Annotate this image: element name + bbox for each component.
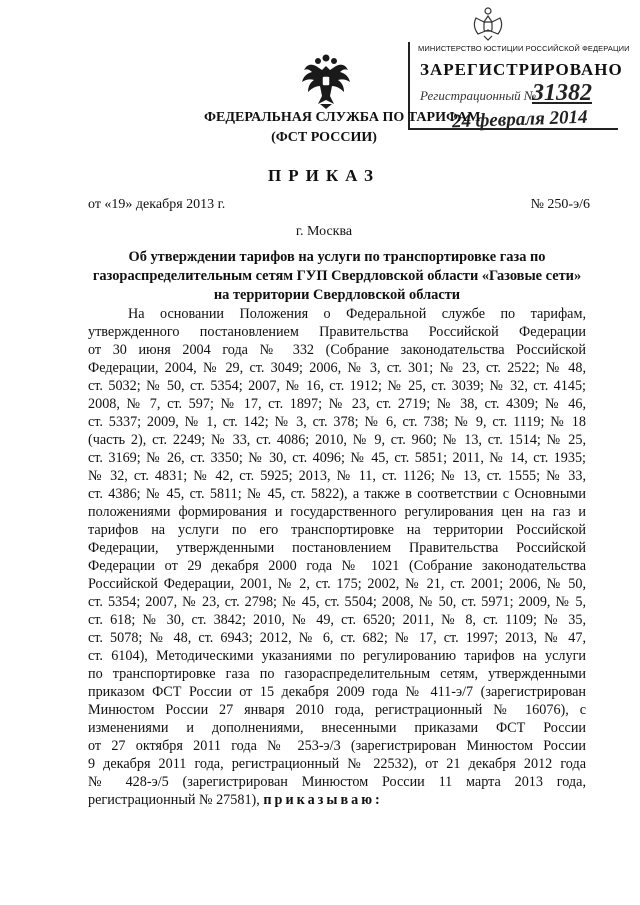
body-line: положениями формирования и государственного регулирования цен на газ и — [88, 504, 586, 520]
body-line: Федерации от 29 декабря 2000 года № 1021 (Собрание законодательства — [88, 558, 586, 574]
body-line: ст. 5032; № 50, ст. 5354; 2007, № 16, ст. 1912; № 25, ст. 3039; № 32, ст. 4145; — [88, 378, 586, 394]
stamp-registration-label: Регистрационный № — [420, 88, 537, 103]
body-line: приказом ФСТ России от 15 декабря 2009 года № 411-э/7 (зарегистрирован — [88, 684, 586, 700]
agency-name: ФЕДЕРАЛЬНАЯ СЛУЖБА ПО ТАРИФАМ — [204, 110, 481, 125]
body-line: регистрационный № 27581), — [88, 792, 260, 808]
body-line: ст. 5337; 2009, № 1, ст. 142; № 3, ст. 378; № 6, ст. 738; № 9, ст. 1119; № 18 — [88, 414, 586, 430]
body-line: ст. 618; № 30, ст. 3842; 2010, № 49, ст. 6520; 2011, № 8, ст. 1109; № 35, — [88, 612, 586, 628]
body-line: ст. 3169; № 26, ст. 3350; № 30, ст. 4096; № 45, ст. 5851; 2011, № 14, ст. 1935; — [88, 450, 586, 466]
body-line: изменениями и дополнениями, внесенными приказами ФСТ России — [88, 720, 586, 736]
body-line: Федерации, утвержденными постановлением Правительства Российской — [88, 540, 586, 556]
body-line: ст. 4386; № 45, ст. 5811; № 45, ст. 5822), а также в соответствии с Основными — [88, 486, 586, 502]
body-line: № 428-э/5 (зарегистрирован Минюстом России 11 марта 2013 года, — [88, 774, 586, 790]
stamp-registered-text: ЗАРЕГИСТРИРОВАНО — [420, 60, 623, 79]
order-number: № 250-э/6 — [530, 197, 590, 212]
city: г. Москва — [295, 224, 353, 239]
order-date: от «19» декабря 2013 г. — [88, 197, 226, 212]
body-line: ст. 5354; 2007, № 23, ст. 2798; № 45, ст. 5504; 2008, № 50, ст. 5971; 2009, № 5, — [88, 594, 586, 610]
body-line: от 27 октября 2011 года № 253-э/3 (зарегистрирован Минюстом России — [88, 738, 586, 754]
body-line: утвержденного постановлением Правительства Российской Федерации — [88, 324, 586, 340]
agency-short-name: (ФСТ РОССИИ) — [271, 130, 377, 145]
body-line: по транспортировке газа по газораспределительным сетям, утвержденными — [88, 666, 586, 682]
body-line: 9 декабря 2011 года, регистрационный № 22532), от 21 декабря 2012 года — [88, 756, 586, 772]
stamp-seal-emblem — [468, 4, 508, 42]
body-line: (часть 2), ст. 2249; № 33, ст. 4086; 2010, № 9, ст. 960; № 13, ст. 1514; № 25, — [88, 432, 586, 448]
stamp-registration-number: 31382 — [532, 80, 592, 106]
body-line-final — [88, 791, 586, 809]
order-subject: Об утверждении тарифов на услуги по транспортировке газа по газораспределительным сетям ГУП Свердловской области «Газовые сети» на территории Свердловской области — [92, 249, 582, 303]
closing-word: приказываю: — [263, 792, 383, 808]
document-title: ПРИКАЗ — [268, 166, 380, 185]
body-line: от 30 июня 2004 года № 332 (Собрание законодательства Российской — [88, 342, 586, 358]
body-line: Федерации, 2004, № 29, ст. 3049; 2006, № 3, ст. 301; № 23, ст. 2522; № 48, — [88, 360, 586, 376]
stamp-ministry-text: МИНИСТЕРСТВО ЮСТИЦИИ РОССИЙСКОЙ ФЕДЕРАЦИИ — [418, 44, 630, 53]
body-line: № 32, ст. 4831; № 42, ст. 5925; 2013, № 11, ст. 1126; № 13, ст. 1555; № 33, — [88, 468, 586, 484]
body-line: Минюстом России 27 января 2010 года, регистрационный № 16076), с — [88, 702, 586, 718]
body-line: ст. 5078; № 48, ст. 6943; 2012, № 6, ст. 682; № 17, ст. 1997; 2013, № 47, — [88, 630, 586, 646]
handwritten-registration-date: 24 февраля 2014 — [451, 106, 588, 133]
coat-of-arms-emblem — [300, 52, 352, 110]
body-line: 2008, № 7, ст. 597; № 17, ст. 1897; № 23, ст. 2719; № 38, ст. 4309; № 46, — [88, 396, 586, 412]
body-line: Российской Федерации, 2001, № 2, ст. 175; 2002, № 21, ст. 2001; 2006, № 50, — [88, 576, 586, 592]
body-line: На основании Положения о Федеральной службе по тарифам, — [128, 306, 586, 322]
body-line: тарифов на услуги по его транспортировке на территории Российской — [88, 522, 586, 538]
body-line: ст. 6104), Методическими указаниями по регулированию тарифов на услуги — [88, 648, 586, 664]
